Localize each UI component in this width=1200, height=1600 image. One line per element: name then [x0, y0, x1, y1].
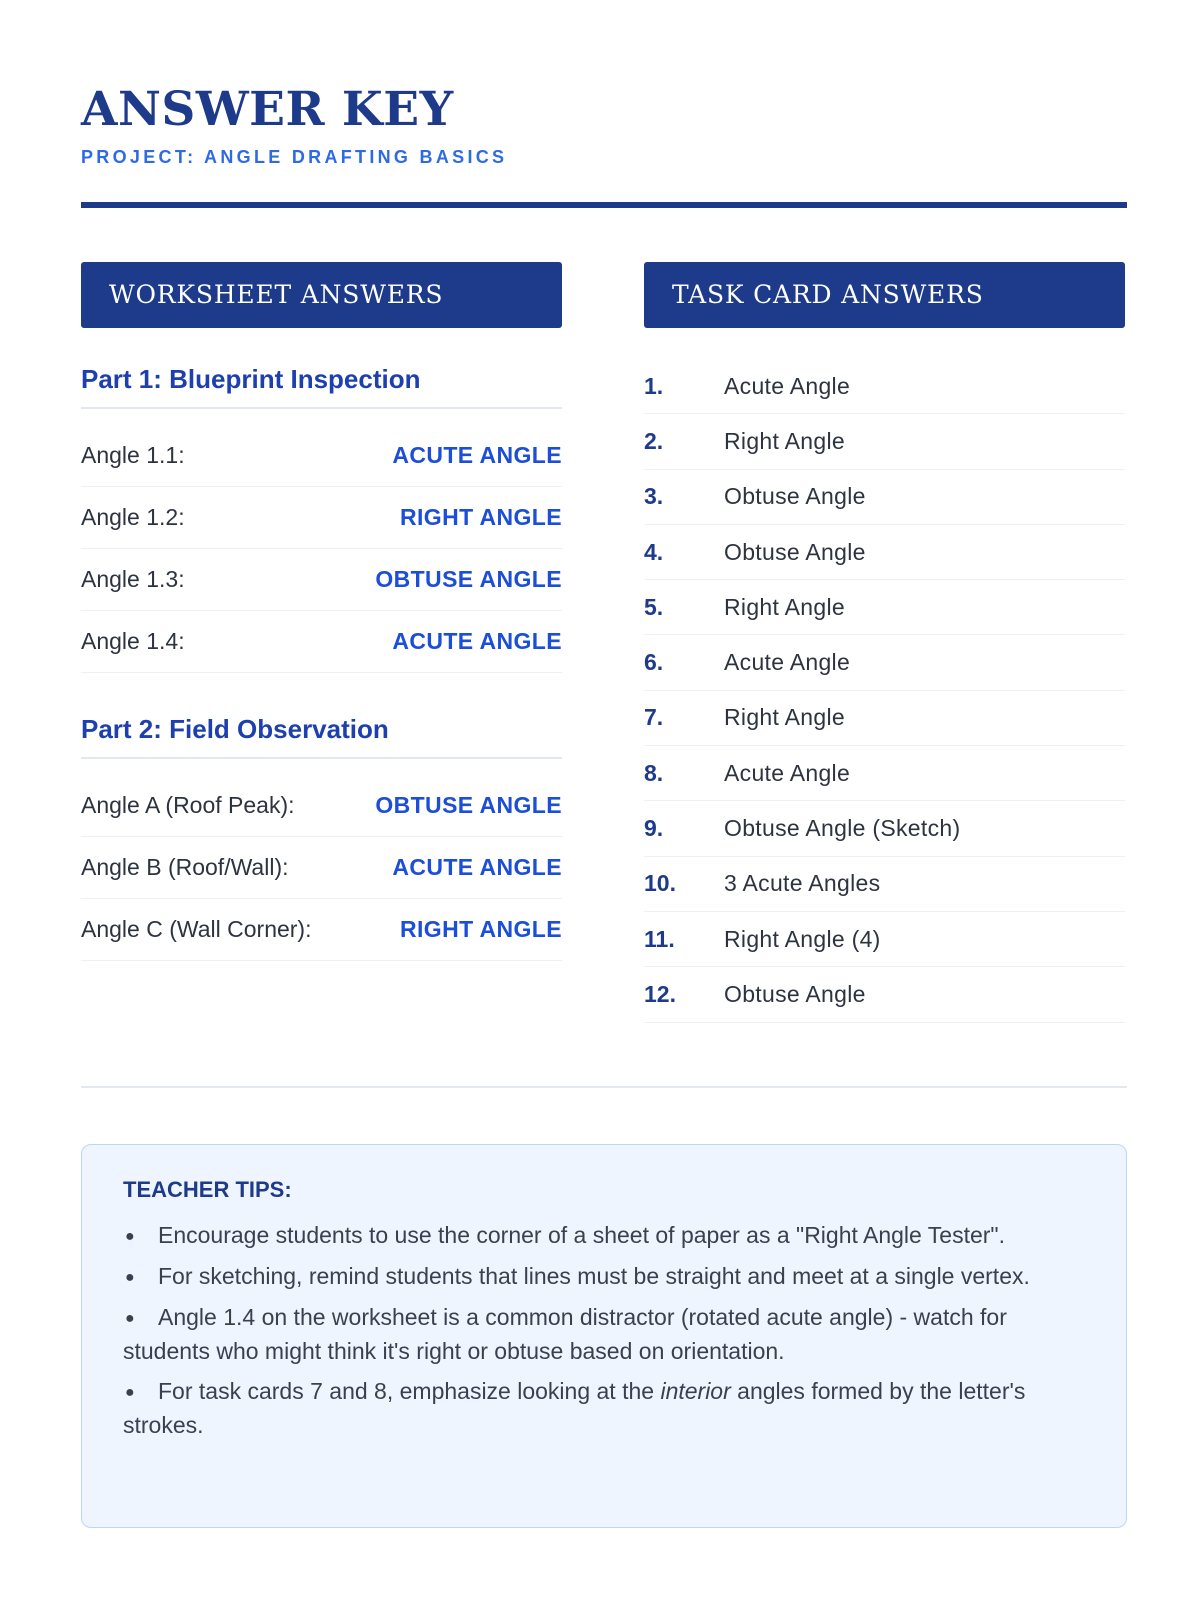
tip-item	[123, 1301, 1086, 1368]
task-card-number: 12.	[644, 980, 676, 1007]
task-card-row	[644, 414, 1125, 469]
answer-value: OBTUSE ANGLE	[375, 792, 562, 818]
page-title: ANSWER KEY	[81, 82, 454, 137]
bullet-icon: ●	[125, 1384, 135, 1401]
task-card-answer: Right Angle (4)	[724, 925, 881, 952]
task-card-answers-section	[644, 262, 1125, 1007]
task-card-row	[644, 359, 1125, 414]
tip-text: For sketching, remind students that lines must be straight and meet at a single vertex.	[158, 1263, 1030, 1289]
tip-text-before: For task cards 7 and 8, emphasize looking at the	[158, 1378, 661, 1404]
task-card-number: 3.	[644, 483, 664, 510]
task-card-row	[644, 746, 1125, 801]
task-card-number: 7.	[644, 704, 664, 731]
answer-value: OBTUSE ANGLE	[375, 566, 562, 592]
task-card-answer: Right Angle	[724, 704, 845, 731]
task-card-answer: Acute Angle	[724, 372, 851, 399]
task-card-number: 8.	[644, 759, 664, 786]
task-card-answer: Obtuse Angle	[724, 980, 866, 1007]
answer-value: ACUTE ANGLE	[392, 442, 562, 468]
answer-value: ACUTE ANGLE	[392, 854, 562, 880]
answer-row	[81, 611, 562, 673]
answer-row	[81, 487, 562, 549]
part-2-answer-list	[81, 775, 562, 961]
answer-row	[81, 425, 562, 487]
answer-row	[81, 899, 562, 961]
answer-label: Angle A (Roof Peak):	[81, 792, 295, 818]
answer-label: Angle 1.3:	[81, 566, 185, 592]
answer-label: Angle 1.1:	[81, 442, 185, 468]
task-card-number: 11.	[644, 925, 675, 952]
teacher-tips-title: TEACHER TIPS:	[123, 1177, 292, 1202]
teacher-tips-list	[123, 1219, 1086, 1442]
task-card-row	[644, 967, 1125, 1022]
bullet-icon: ●	[125, 1228, 135, 1245]
tip-text-after: angles formed by the letter's strokes.	[123, 1378, 1026, 1438]
tip-text-emphasis: interior	[660, 1378, 731, 1404]
bullet-icon: ●	[125, 1310, 135, 1327]
task-card-row	[644, 635, 1125, 690]
task-card-answer: Right Angle	[724, 593, 845, 620]
answer-value: RIGHT ANGLE	[400, 916, 562, 942]
task-card-number: 6.	[644, 649, 664, 676]
task-card-row	[644, 912, 1125, 967]
answer-label: Angle 1.2:	[81, 504, 185, 530]
answer-value: ACUTE ANGLE	[392, 628, 562, 654]
task-card-row	[644, 691, 1125, 746]
tip-text: Angle 1.4 on the worksheet is a common distractor (rotated acute angle) - watch for students who might think it's right or obtuse based on orientation.	[123, 1304, 1007, 1364]
task-card-row	[644, 580, 1125, 635]
part-2-title: Part 2: Field Observation	[81, 713, 562, 759]
teacher-tips-box	[81, 1144, 1127, 1528]
answer-label: Angle 1.4:	[81, 628, 185, 654]
task-card-row	[644, 801, 1125, 856]
tip-item	[123, 1375, 1086, 1442]
task-card-answer: Obtuse Angle	[724, 483, 866, 510]
task-card-number: 10.	[644, 870, 676, 897]
task-card-answer: Acute Angle	[724, 759, 851, 786]
task-card-answer: Acute Angle	[724, 649, 851, 676]
task-card-row	[644, 470, 1125, 525]
answer-label: Angle B (Roof/Wall):	[81, 854, 289, 880]
part-1-answer-list	[81, 425, 562, 673]
tip-item	[123, 1219, 1086, 1253]
task-card-number: 5.	[644, 593, 664, 620]
task-card-number: 9.	[644, 815, 664, 842]
part-1-title: Part 1: Blueprint Inspection	[81, 363, 562, 409]
answer-row	[81, 837, 562, 899]
answer-value: RIGHT ANGLE	[400, 504, 562, 530]
task-card-number: 1.	[644, 372, 664, 399]
task-card-answer: Obtuse Angle	[724, 538, 866, 565]
answer-row	[81, 549, 562, 611]
task-card-list	[644, 359, 1125, 1023]
worksheet-answers-header: WORKSHEET ANSWERS	[81, 262, 562, 328]
tip-text: Encourage students to use the corner of a sheet of paper as a "Right Angle Tester".	[158, 1222, 1005, 1248]
answer-row	[81, 775, 562, 837]
task-card-row	[644, 525, 1125, 580]
tip-item	[123, 1260, 1086, 1294]
bullet-icon: ●	[125, 1269, 135, 1286]
task-card-answers-header: TASK CARD ANSWERS	[644, 262, 1125, 328]
task-card-answer: 3 Acute Angles	[724, 870, 881, 897]
answer-label: Angle C (Wall Corner):	[81, 916, 312, 942]
page-subtitle: PROJECT: ANGLE DRAFTING BASICS	[81, 147, 508, 167]
task-card-row	[644, 857, 1125, 912]
task-card-number: 4.	[644, 538, 664, 565]
task-card-answer: Right Angle	[724, 427, 845, 454]
worksheet-answers-section	[81, 262, 562, 942]
task-card-answer: Obtuse Angle (Sketch)	[724, 815, 961, 842]
task-card-number: 2.	[644, 427, 664, 454]
header-divider	[81, 202, 1127, 208]
section-divider	[81, 1086, 1127, 1088]
